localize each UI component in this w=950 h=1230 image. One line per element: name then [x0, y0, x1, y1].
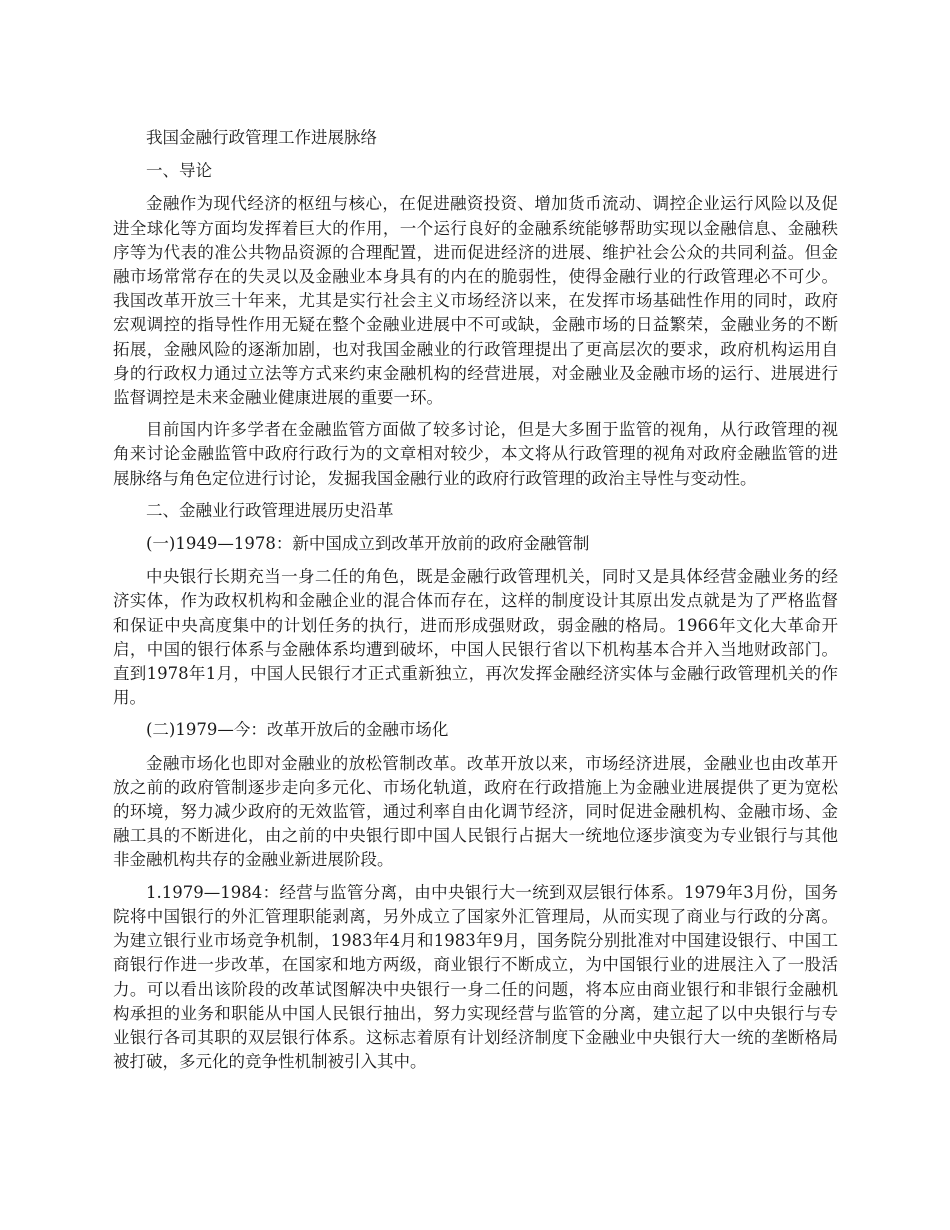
paragraph-1949-1978: 中央银行长期充当一身二任的角色，既是金融行政管理机关，同时又是具体经营金融业务的经济实体，作为政权机构和金融企业的混合体而存在，这样的制度设计其原出发点就是为了严格监督和保证中央高度集中的计划任务的执行，进而形成强财政，弱金融的格局。1966年文化大革命开启，中国的银行体系与金融体系均遭到破坏，中国人民银行省以下机构基本合并入当地财政部门。直到1978年1月，中国人民银行才正式重新独立，再次发挥金融经济实体与金融行政管理机关的作用。: [113, 567, 838, 708]
subsection-heading-1949-1978: (一)1949—1978：新中国成立到改革开放前的政府金融管制: [146, 534, 590, 554]
paragraph-1979-now: 金融市场化也即对金融业的放松管制改革。改革开放以来，市场经济进展，金融业也由改革开放之前的政府管制逐步走向多元化、市场化轨道，政府在行政措施上为金融业进展提供了更为宽松的环境，努力减少政府的无效监管，通过利率自由化调节经济，同时促进金融机构、金融市场、金融工具的不断进化，由之前的中央银行即中国人民银行占据大一统地位逐步演变为专业银行与其他非金融机构共存的金融业新进展阶段。: [113, 753, 838, 870]
paragraph-1979-1984: 1.1979—1984：经营与监管分离，由中央银行大一统到双层银行体系。1979年3月份，国务院将中国银行的外汇管理职能剥离，另外成立了国家外汇管理局，从而实现了商业与行政的分离。为建立银行业市场竞争机制，1983年4月和1983年9月，国务院分别批准对中国建设银行、中国工商银行作进一步改革，在国家和地方两级，商业银行不断成立，为中国银行业的进展注入了一股活力。可以看出该阶段的改革试图解决中央银行一身二任的问题，将本应由商业银行和非银行金融机构承担的业务和职能从中国人民银行抽出，努力实现经营与监管的分离，建立起了以中央银行与专业银行各司其职的双层银行体系。这标志着原有计划经济制度下金融业中央银行大一统的垄断格局被打破，多元化的竞争性机制被引入其中。: [113, 882, 838, 1072]
subsection-heading-1979-now: (二)1979—今：改革开放后的金融市场化: [146, 720, 449, 740]
document-page: [113, 126, 838, 1082]
section-heading-introduction: 一、导论: [146, 161, 212, 181]
document-title: 我国金融行政管理工作进展脉络: [146, 128, 377, 147]
paragraph-introduction-2: 目前国内许多学者在金融监管方面做了较多讨论，但是大多囿于监管的视角，从行政管理的视角来讨论金融监管中政府行政行为的文章相对较少，本文将从行政管理的视角对政府金融监管的进展脉络与角色定位进行讨论，发掘我国金融行业的政府行政管理的政治主导性与变动性。: [113, 420, 838, 488]
section-heading-history: 二、金融业行政管理进展历史沿革: [146, 500, 394, 520]
paragraph-introduction-1: 金融作为现代经济的枢纽与核心，在促进融资投资、增加货币流动、调控企业运行风险以及促进全球化等方面均发挥着巨大的作用，一个运行良好的金融系统能够帮助实现以金融信息、金融秩序等为代表的准公共物品资源的合理配置，进而促进经济的进展、维护社会公众的共同利益。但金融市场常常存在的失灵以及金融业本身具有的内在的脆弱性，使得金融行业的行政管理必不可少。我国改革开放三十年来，尤其是实行社会主义市场经济以来，在发挥市场基础性作用的同时，政府宏观调控的指导性作用无疑在整个金融业进展中不可或缺，金融市场的日益繁荣，金融业务的不断拓展，金融风险的逐渐加剧，也对我国金融业的行政管理提出了更高层次的要求，政府机构运用自身的行政权力通过立法等方式来约束金融机构的经营进展，对金融业及金融市场的运行、进展进行监督调控是未来金融业健康进展的重要一环。: [113, 194, 838, 408]
